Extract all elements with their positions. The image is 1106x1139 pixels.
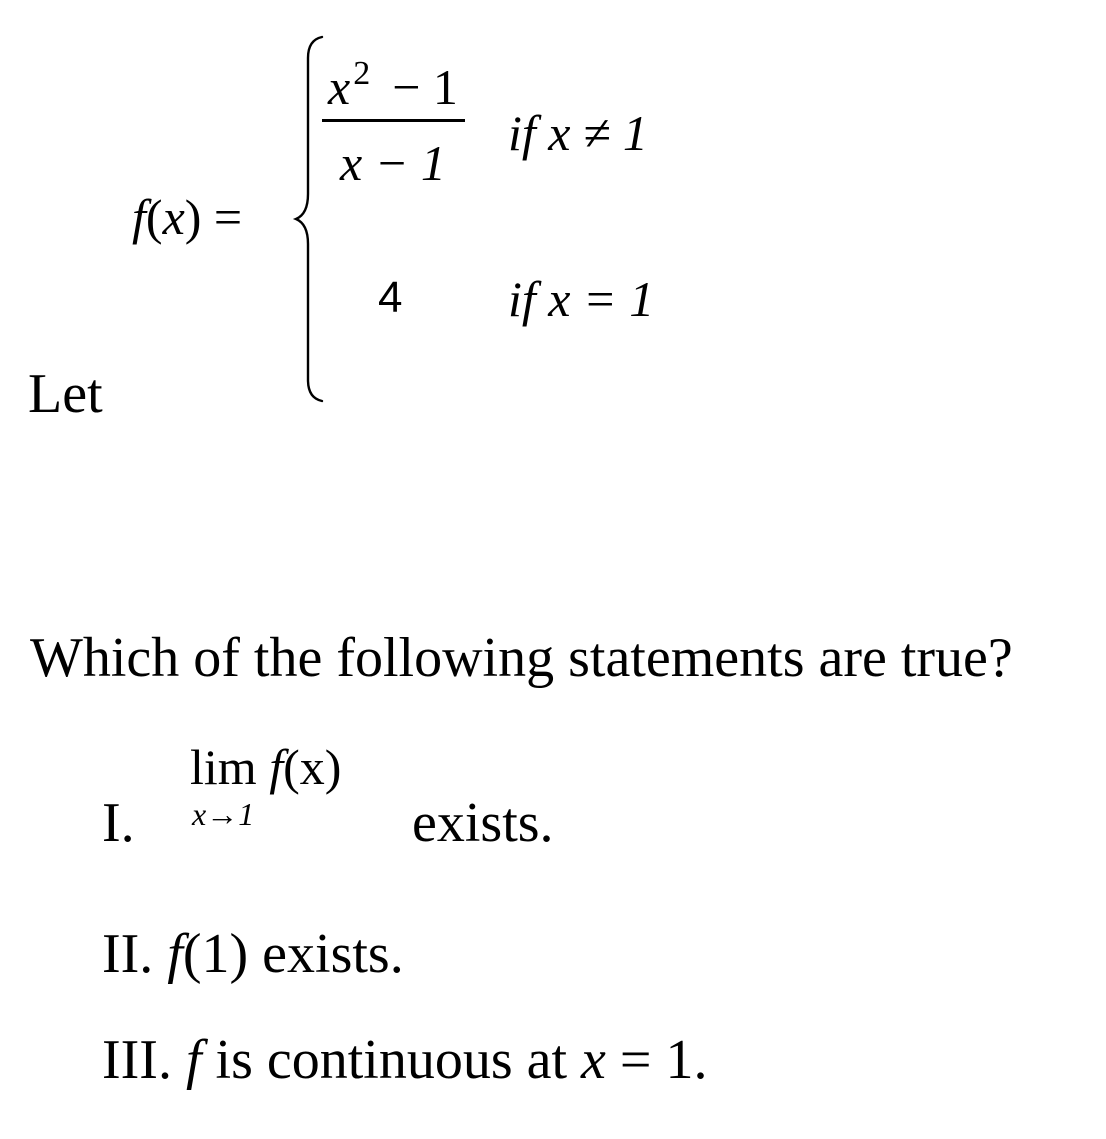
lim-word: lim — [190, 739, 257, 795]
lhs-close-equals: ) = — [184, 189, 243, 245]
statement-2 — [102, 923, 404, 985]
piecewise-brace — [292, 34, 326, 404]
statement-3-x: x — [581, 1029, 606, 1091]
question-text: Which of the following statements are true? — [30, 627, 1013, 689]
limit-arg: (x) — [283, 739, 342, 795]
statement-1-text: exists. — [412, 792, 554, 854]
statement-1-numeral: I. — [102, 792, 135, 854]
statement-3 — [102, 1029, 708, 1091]
case2-condition — [508, 271, 655, 327]
statement-3-numeral: III. — [102, 1029, 172, 1091]
numerator-exponent: 2 — [353, 55, 371, 92]
statement-2-f: f — [167, 923, 183, 985]
lhs-f: f — [132, 189, 146, 245]
statement-3-text-a: is continuous at — [201, 1029, 582, 1091]
statement-1-limit — [190, 739, 342, 795]
numerator-rest: − 1 — [392, 59, 458, 115]
case2-if: if — [508, 271, 536, 327]
lhs-x: x — [162, 189, 185, 245]
case1-if: if — [508, 105, 536, 161]
let-label: Let — [28, 363, 103, 425]
statement-2-numeral: II. — [102, 923, 154, 985]
statement-3-text-b: = 1. — [605, 1029, 708, 1091]
case2-value: 4 — [378, 273, 403, 322]
limit-subscript: x→1 — [192, 796, 255, 832]
case1-condition — [508, 105, 648, 161]
case2-relation: x = 1 — [548, 271, 655, 327]
fraction-denominator: x − 1 — [340, 135, 446, 191]
statement-3-f: f — [185, 1029, 202, 1091]
numerator-x: x — [328, 59, 351, 115]
fraction-bar — [322, 119, 465, 122]
case1-relation: x ≠ 1 — [548, 105, 648, 161]
statement-2-text: (1) exists. — [182, 923, 404, 985]
fraction-numerator — [328, 55, 458, 115]
function-lhs — [132, 189, 243, 245]
lhs-open-paren: ( — [145, 189, 163, 245]
limit-f: f — [269, 739, 284, 795]
